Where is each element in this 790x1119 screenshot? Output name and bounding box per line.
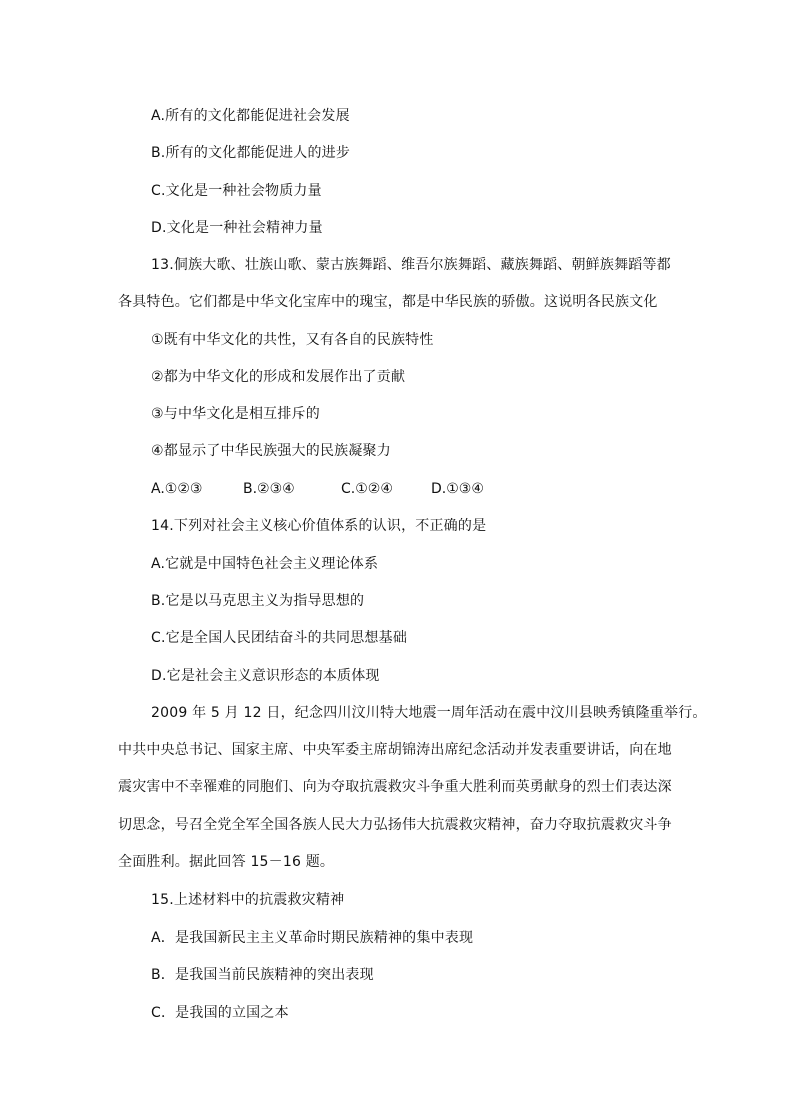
q15-option-c: C．是我国的立国之本 (151, 1005, 289, 1021)
q13-choice-a: A.①②③ (151, 481, 203, 497)
q12-option-c: C.文化是一种社会物质力量 (151, 183, 322, 199)
q13-statement-4: ④都显示了中华民族强大的民族凝聚力 (151, 443, 391, 459)
q14-option-a: A.它就是中国特色社会主义理论体系 (151, 556, 379, 572)
material-line-2: 中共中央总书记、国家主席、中央军委主席胡锦涛出席纪念活动并发表重要讲话，向在地 (118, 742, 672, 758)
material-line-5: 全面胜利。据此回答 15－16 题。 (118, 854, 335, 870)
q14-stem: 14.下列对社会主义核心价值体系的认识，不正确的是 (151, 518, 487, 534)
q15-option-b: B．是我国当前民族精神的突出表现 (151, 967, 374, 983)
q12-option-d: D.文化是一种社会精神力量 (151, 220, 323, 236)
q13-statement-3: ③与中华文化是相互排斥的 (151, 406, 320, 422)
q13-stem-line2: 各具特色。它们都是中华文化宝库中的瑰宝，都是中华民族的骄傲。这说明各民族文化 (118, 294, 658, 310)
q12-option-a: A.所有的文化都能促进社会发展 (151, 108, 350, 124)
q12-option-b: B.所有的文化都能促进人的进步 (151, 145, 351, 161)
q14-option-c: C.它是全国人民团结奋斗的共同思想基础 (151, 630, 408, 646)
q13-statement-2: ②都为中华文化的形成和发展作出了贡献 (151, 369, 406, 385)
material-line-1: 2009 年 5 月 12 日，纪念四川汶川特大地震一周年活动在震中汶川县映秀镇隆重举行。 (151, 705, 707, 721)
q13-stem-line1: 13.侗族大歌、壮族山歌、蒙古族舞蹈、维吾尔族舞蹈、藏族舞蹈、朝鲜族舞蹈等都 (151, 257, 671, 273)
q15-option-a: A．是我国新民主主义革命时期民族精神的集中表现 (151, 930, 474, 946)
q14-option-b: B.它是以马克思主义为指导思想的 (151, 593, 365, 609)
q13-choice-d: D.①③④ (431, 481, 484, 497)
q13-choices-row (151, 480, 551, 498)
q15-stem: 15.上述材料中的抗震救灾精神 (151, 892, 345, 908)
material-line-4: 切思念，号召全党全军全国各族人民大力弘扬伟大抗震救灾精神，奋力夺取抗震救灾斗争 (118, 817, 672, 833)
material-line-3: 震灾害中不幸罹难的同胞们、向为夺取抗震救灾斗争重大胜利而英勇献身的烈士们表达深 (118, 779, 672, 795)
q14-option-d: D.它是社会主义意识形态的本质体现 (151, 668, 380, 684)
q13-choice-b: B.②③④ (243, 481, 295, 497)
q13-statement-1: ①既有中华文化的共性，又有各自的民族特性 (151, 332, 434, 348)
q13-choice-c: C.①②④ (341, 481, 393, 497)
